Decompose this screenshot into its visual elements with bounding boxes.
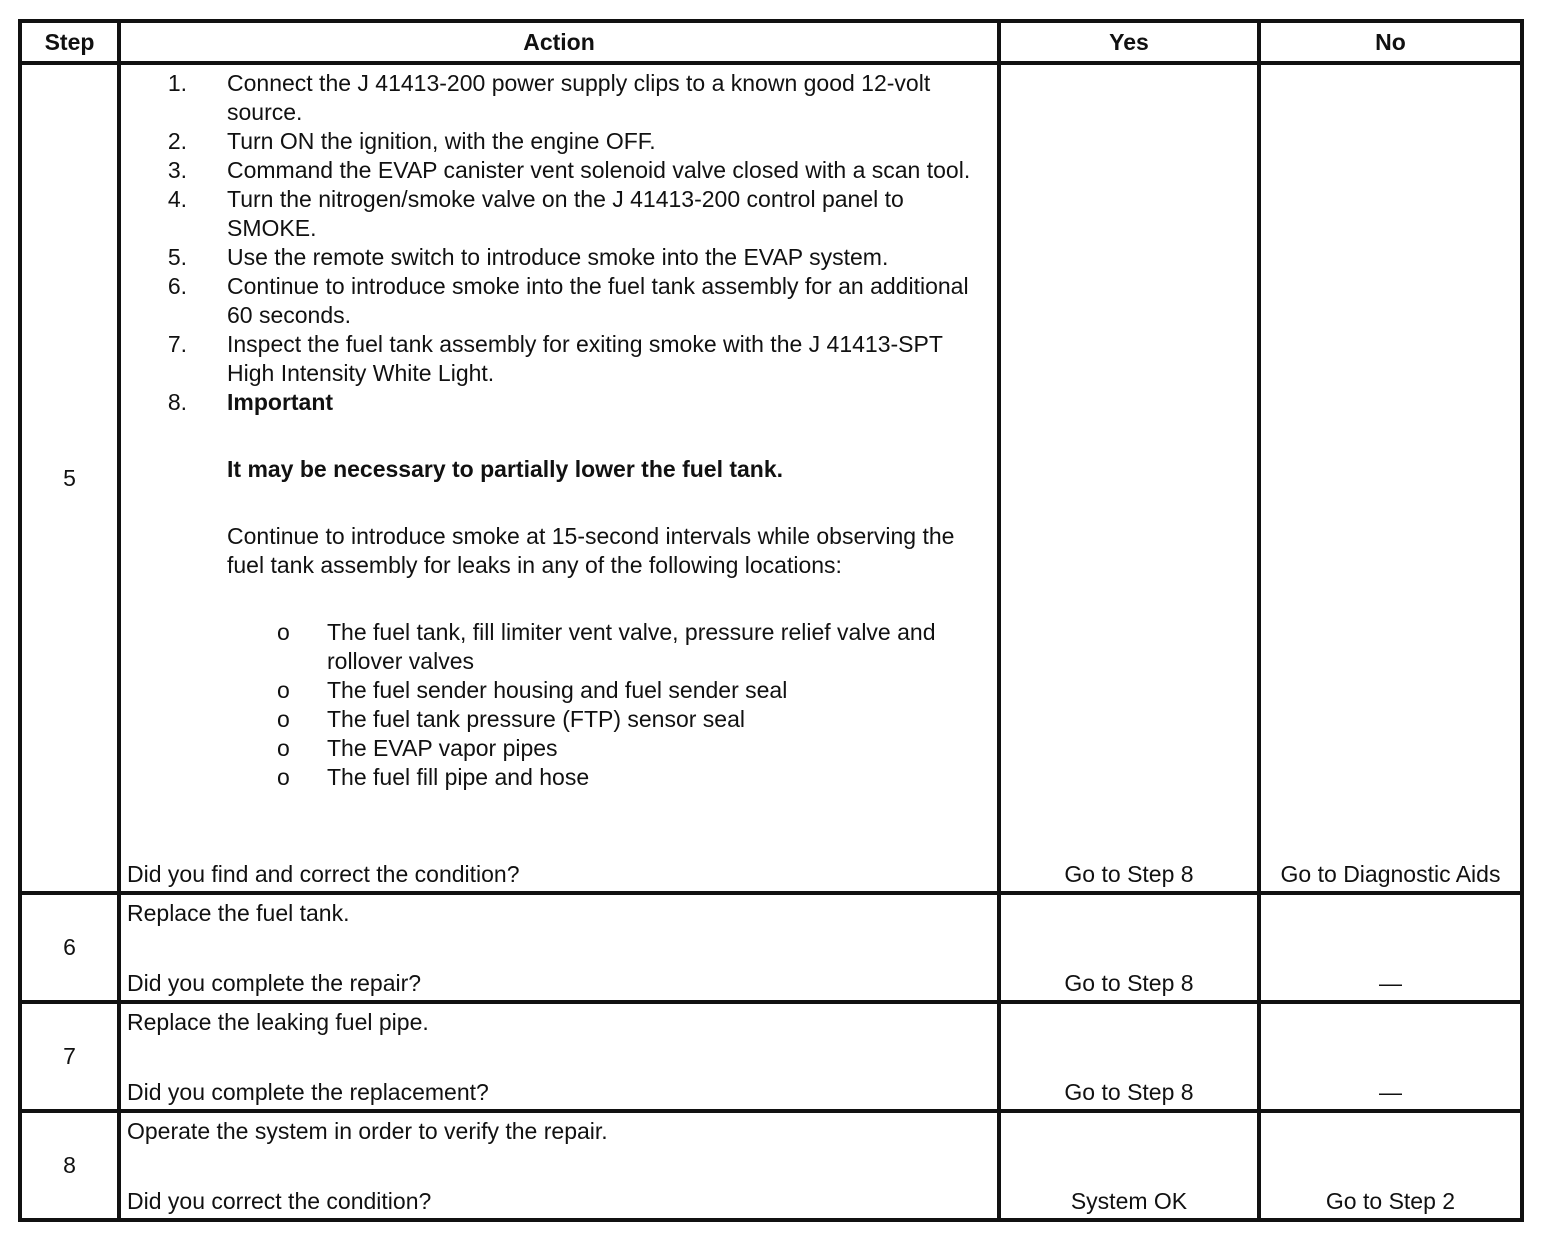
action-text: Replace the fuel tank. [127, 900, 350, 926]
no-cell: — [1259, 1002, 1522, 1111]
location-list [227, 618, 989, 792]
action-cell [119, 63, 999, 893]
no-cell: — [1259, 893, 1522, 1002]
header-yes: Yes [999, 21, 1259, 63]
procedure-list [127, 69, 989, 618]
yes-cell: System OK [999, 1111, 1259, 1220]
step-row-8 [20, 1111, 1522, 1220]
yes-cell: Go to Step 8 [999, 63, 1259, 893]
action-cell [119, 893, 999, 1002]
list-item: 3. Command the EVAP canister vent solenoid valve closed with a scan tool. [167, 157, 971, 183]
question-text: Did you complete the repair? [127, 970, 422, 996]
step-number: 7 [20, 1002, 119, 1111]
header-action: Action [119, 21, 999, 63]
question-text: Did you correct the condition? [127, 1188, 432, 1214]
list-item: o The fuel tank pressure (FTP) sensor seal [277, 706, 745, 732]
action-text: Operate the system in order to verify the repair. [127, 1118, 608, 1144]
step-row-5 [20, 63, 1522, 893]
step-number: 8 [20, 1111, 119, 1220]
header-row [20, 21, 1522, 63]
action-cell [119, 1111, 999, 1220]
no-cell: Go to Diagnostic Aids [1259, 63, 1522, 893]
list-item: o The EVAP vapor pipes [277, 735, 558, 761]
list-item: o The fuel tank, fill limiter vent valve, pressure relief valve and rollover valves [277, 619, 936, 674]
step-number: 5 [20, 63, 119, 893]
yes-cell: Go to Step 8 [999, 1002, 1259, 1111]
header-no: No [1259, 21, 1522, 63]
action-cell [119, 1002, 999, 1111]
important-label: Important [227, 389, 334, 415]
list-item: 6. Continue to introduce smoke into the fuel tank assembly for an additional 60 seconds. [167, 273, 969, 328]
list-item: 5. Use the remote switch to introduce smoke into the EVAP system. [167, 244, 889, 270]
list-item: 1. Connect the J 41413-200 power supply clips to a known good 12-volt source. [167, 70, 931, 125]
yes-cell: Go to Step 8 [999, 893, 1259, 1002]
list-item: 2. Turn ON the ignition, with the engine OFF. [167, 128, 656, 154]
list-item: 7. Inspect the fuel tank assembly for exiting smoke with the J 41413-SPT High Intensity White Light. [167, 331, 943, 386]
important-note: It may be necessary to partially lower the fuel tank. [227, 456, 784, 482]
header-step: Step [20, 21, 119, 63]
continue-text: Continue to introduce smoke at 15-second intervals while observing the fuel tank assembly for leaks in any of the following locations: [227, 523, 955, 578]
no-cell: Go to Step 2 [1259, 1111, 1522, 1220]
list-item: o The fuel fill pipe and hose [277, 764, 590, 790]
question-text: Did you complete the replacement? [127, 1079, 489, 1105]
step-row-6 [20, 893, 1522, 1002]
step-number: 6 [20, 893, 119, 1002]
diagnostic-table [18, 19, 1524, 1222]
list-item: o The fuel sender housing and fuel sender seal [277, 677, 788, 703]
question-text: Did you find and correct the condition? [127, 861, 520, 887]
action-text: Replace the leaking fuel pipe. [127, 1009, 429, 1035]
list-item: 8. Important It may be necessary to partially lower the fuel tank. Continue to introduce smoke at 15-second intervals while observing the fuel tank assembly for leaks in any of the following locations: [127, 388, 989, 618]
list-item: 4. Turn the nitrogen/smoke valve on the J 41413-200 control panel to SMOKE. [167, 186, 904, 241]
step-row-7 [20, 1002, 1522, 1111]
